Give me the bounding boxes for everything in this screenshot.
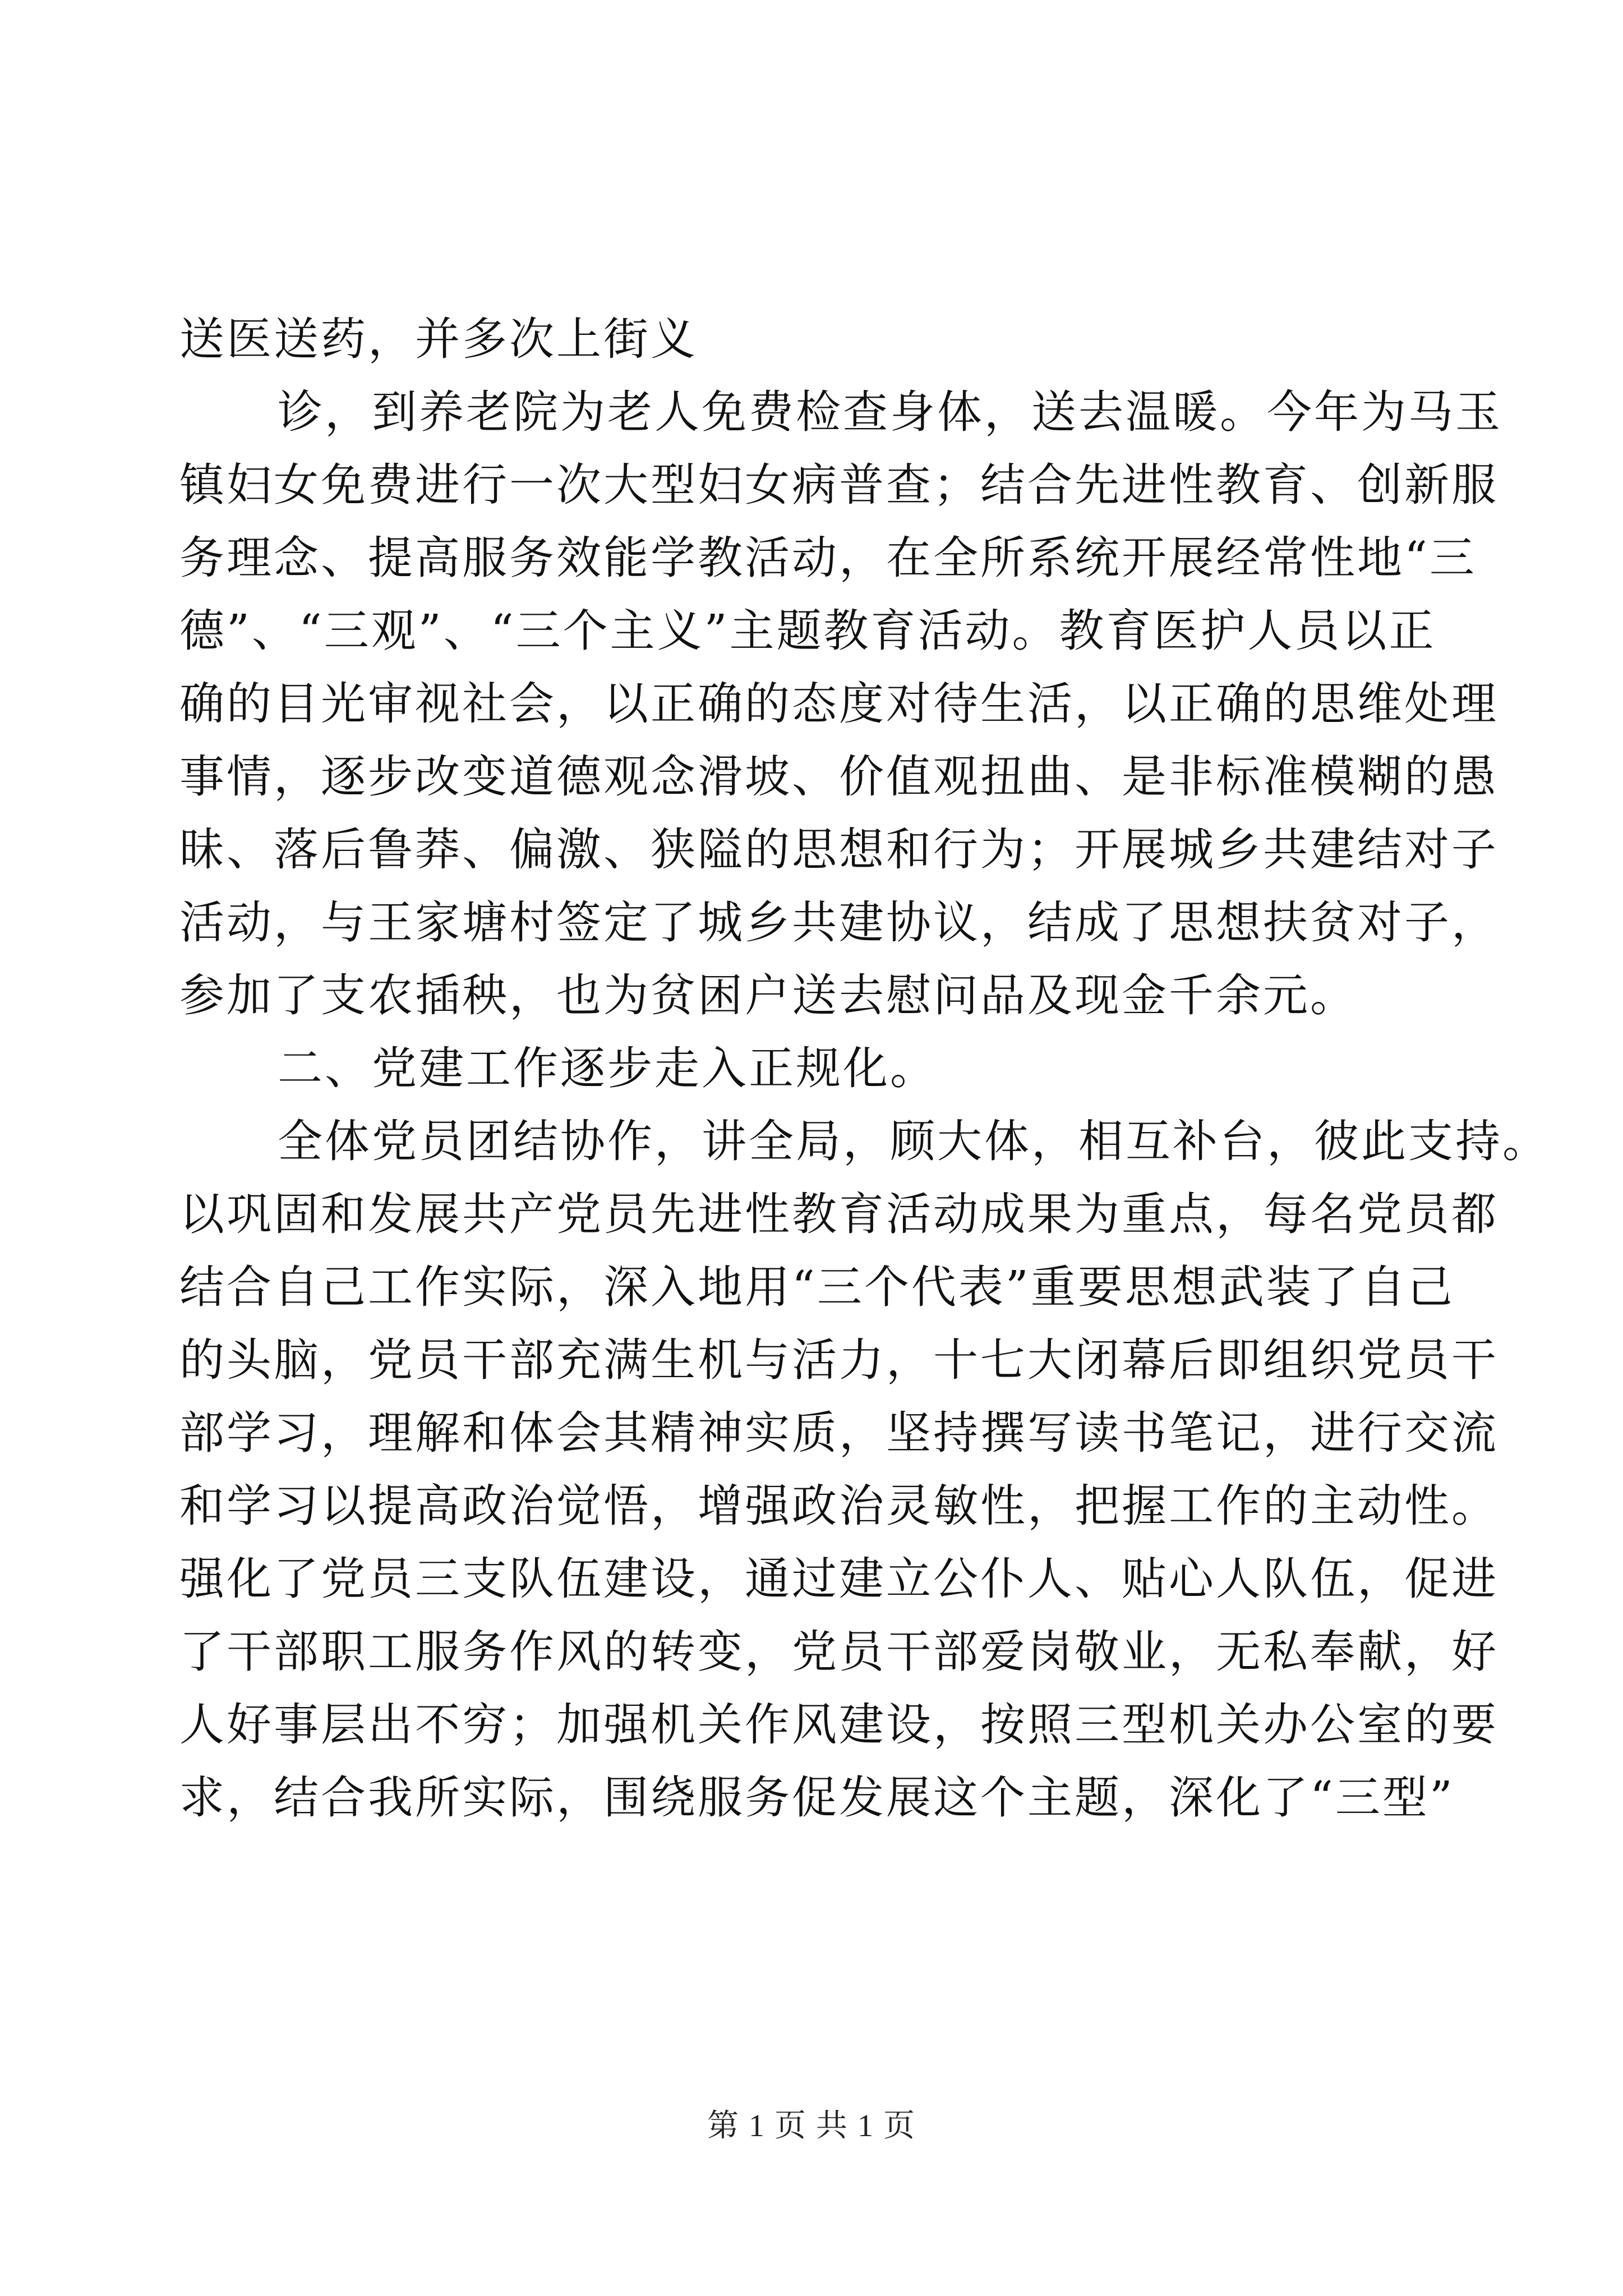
text-line: 参加了支农插秧，也为贫困户送去慰问品及现金千余元。 bbox=[179, 969, 1357, 1022]
text-line: 镇妇女免费进行一次大型妇女病普查；结合先进性教育、创新服 bbox=[179, 459, 1498, 511]
text-line: 人好事层出不穷；加强机关作风建设，按照三型机关办公室的要 bbox=[179, 1699, 1498, 1751]
text-line: 和学习以提高政治觉悟，增强政治灵敏性，把握工作的主动性。 bbox=[179, 1480, 1498, 1532]
text-line: 确的目光审视社会，以正确的态度对待生活，以正确的思维处理 bbox=[179, 678, 1498, 730]
text-line: 的头脑，党员干部充满生机与活力，十七大闭幕后即组织党员干 bbox=[179, 1334, 1498, 1386]
section-heading: 二、党建工作逐步走入正规化。 bbox=[278, 1042, 937, 1094]
page-footer: 第 1 页 共 1 页 bbox=[707, 2109, 916, 2143]
body-text bbox=[179, 303, 1550, 1834]
text-line: 强化了党员三支队伍建设，通过建立公仆人、贴心人队伍，促进 bbox=[179, 1553, 1498, 1605]
paragraph-line: 诊，到养老院为老人免费检查身体，送去温暖。今年为马玉 bbox=[278, 386, 1502, 438]
text-line: 求，结合我所实际，围绕服务促发展这个主题，深化了“三型” bbox=[179, 1772, 1455, 1824]
text-line: 以巩固和发展共产党员先进性教育活动成果为重点，每名党员都 bbox=[179, 1188, 1498, 1240]
text-line: 昧、落后鲁莽、偏激、狭隘的思想和行为；开展城乡共建结对子 bbox=[179, 823, 1498, 876]
text-line: 部学习，理解和体会其精神实质，坚持撰写读书笔记，进行交流 bbox=[179, 1407, 1498, 1459]
text-line: 送医送药，并多次上街义 bbox=[179, 313, 698, 365]
text-line: 活动，与王家塘村签定了城乡共建协议，结成了思想扶贫对子， bbox=[179, 896, 1498, 949]
text-line: 务理念、提高服务效能学教活动，在全所系统开展经常性地“三 bbox=[179, 532, 1477, 584]
text-line: 事情，逐步改变道德观念滑坡、价值观扭曲、是非标准模糊的愚 bbox=[179, 751, 1498, 803]
text-line: 德”、“三观”、“三个主义”主题教育活动。教育医护人员以正 bbox=[179, 605, 1436, 657]
text-line: 了干部职工服务作风的转变，党员干部爱岗敬业，无私奉献，好 bbox=[179, 1626, 1498, 1678]
text-line: 结合自己工作实际，深入地用“三个代表”重要思想武装了自己 bbox=[179, 1261, 1455, 1313]
paragraph-line: 全体党员团结协作，讲全局，顾大体，相互补台，彼此支持。 bbox=[278, 1115, 1550, 1167]
